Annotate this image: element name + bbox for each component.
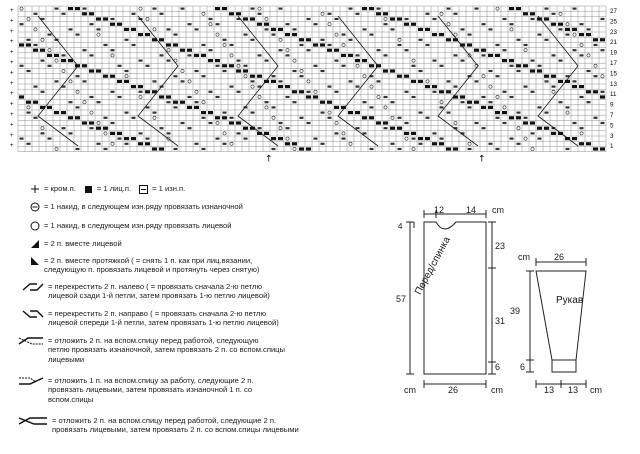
cable-1-back-icon	[18, 376, 44, 386]
sleeve-top-width: 26	[554, 252, 565, 262]
edge-marker: +	[10, 80, 14, 87]
edge-marker: +	[10, 39, 14, 46]
row-number: 13	[610, 80, 617, 88]
edge-marker: +	[10, 101, 14, 108]
row-number: 25	[610, 18, 617, 26]
edge-marker: +	[10, 8, 14, 14]
legend-text: = 1 накид, в следующем изн.ряду провязать лицевой	[44, 221, 232, 230]
sleeve-top-unit: cm	[518, 252, 530, 262]
yo-knit-icon	[30, 221, 40, 231]
legend-item	[30, 256, 259, 275]
edge-marker: +	[10, 60, 14, 66]
legend-text: = отложить 1 п. на вспом.спицу за работу, следующие 2 п. провязать лицевыми, затем провязать изнаночной 1 п. со вспом.спицы	[48, 376, 254, 404]
row-number: 15	[610, 70, 617, 78]
legend-text: = 2 п. вместе протяжкой ( = снять 1 п. как при лиц.вязании, следующую п. провязать лицевой и протянуть через снятую)	[44, 256, 260, 275]
cross-right-icon	[22, 309, 44, 319]
row-number: 5	[610, 122, 614, 130]
cable-2-front-icon	[18, 416, 48, 426]
legend-text: = 1 лиц.п.	[96, 184, 132, 193]
legend-text: = отложить 2 п. на вспом.спицу перед работой, следующие 2 п. провязать лицевыми, затем провязать 2 п. со вспом.спицы лицевыми	[52, 416, 299, 435]
knit-stitch-icon	[84, 184, 93, 194]
sleeve-length: 39	[510, 306, 521, 316]
edge-marker: +	[10, 143, 14, 150]
dim-bottom-unit-left: cm	[404, 385, 416, 395]
edge-marker: +	[10, 18, 14, 25]
sleeve-bottom-left: 13	[544, 385, 555, 395]
edge-stitch-icon	[30, 184, 40, 194]
edge-marker: +	[10, 49, 14, 56]
legend-item	[18, 336, 285, 364]
row-number: 7	[610, 112, 614, 119]
dim-width: 26	[448, 385, 459, 395]
edge-marker: +	[10, 112, 14, 118]
legend-item	[30, 202, 243, 212]
dim-armhole: 23	[495, 241, 506, 251]
dim-neck-depth: 4	[398, 222, 403, 231]
sleeve-rib: 6	[520, 362, 526, 372]
legend-text: = кром.п.	[44, 184, 76, 193]
dim-rib: 6	[495, 362, 501, 372]
legend-item	[18, 416, 299, 435]
edge-marker: +	[10, 70, 14, 77]
legend-item	[22, 309, 279, 328]
legend-text: = 1 накид, в следующем изн.ряду провязать изнаночной	[44, 202, 243, 211]
sleeve-outline	[526, 258, 586, 388]
legend-item	[22, 282, 270, 301]
schematic-drawing	[396, 196, 640, 449]
dim-neck-left: 12	[434, 205, 445, 215]
chart-grid	[10, 2, 630, 174]
legend-text: = 2 п. вместе лицевой	[44, 239, 122, 248]
row-number: 19	[610, 49, 617, 57]
legend-item	[18, 376, 254, 404]
row-number: 23	[610, 28, 617, 36]
sleeve-bottom-unit: cm	[590, 385, 602, 395]
garment-schematic	[396, 196, 640, 449]
dim-bottom-unit-right: cm	[491, 385, 503, 395]
ssk-icon	[30, 256, 40, 266]
front-back-outline	[406, 210, 496, 388]
yo-purl-icon	[30, 202, 40, 212]
legend-text: = перекрестить 2 п. направо ( = провязать сначала 2-ю петлю лицевой спереди 1-й петли, затем провязать 1-ю петлю лицевой)	[48, 309, 279, 328]
knitting-chart	[10, 2, 630, 174]
edge-marker: +	[10, 28, 14, 35]
legend-text: = перекрестить 2 п. налево ( = провязать сначала 2-ю петлю лицевой сзади 1-й петли, затем провязать 1-ю петлю лицевой)	[48, 282, 270, 301]
row-number: 21	[610, 39, 617, 47]
edge-marker: +	[10, 122, 14, 129]
row-number: 17	[610, 60, 617, 67]
sleeve-label: Рукав	[556, 295, 584, 306]
dim-body-length: 31	[495, 316, 506, 326]
legend-item	[30, 221, 231, 231]
dim-shoulder: 14	[466, 205, 477, 215]
sleeve-bottom-right: 13	[568, 385, 579, 395]
legend-text: = 1 изн.п.	[152, 184, 186, 193]
row-number: 9	[610, 101, 614, 109]
dim-total-length: 57	[396, 294, 407, 304]
legend-item	[30, 184, 185, 194]
purl-stitch-icon	[139, 184, 148, 194]
dim-top-unit: cm	[492, 205, 504, 215]
k2tog-icon	[30, 239, 40, 249]
cable-2-front-purl-icon	[18, 336, 44, 346]
row-number: 27	[610, 8, 617, 15]
legend-item	[30, 239, 122, 249]
row-number: 11	[610, 91, 617, 99]
legend-text: = отложить 2 п. на вспом.спицу перед работой, следующую петлю провязать изнаночной, затем провязать 2 п. со вспом.спицы лицевыми	[48, 336, 285, 364]
row-number: 1	[610, 143, 614, 151]
repeat-arrow: ↑	[265, 154, 273, 165]
cross-left-icon	[22, 282, 44, 292]
edge-marker: +	[10, 132, 14, 139]
edge-marker: +	[10, 91, 14, 98]
front-back-label: Перед/спинка	[413, 235, 453, 297]
row-number: 3	[610, 132, 614, 140]
repeat-arrow: ↑	[478, 154, 486, 165]
